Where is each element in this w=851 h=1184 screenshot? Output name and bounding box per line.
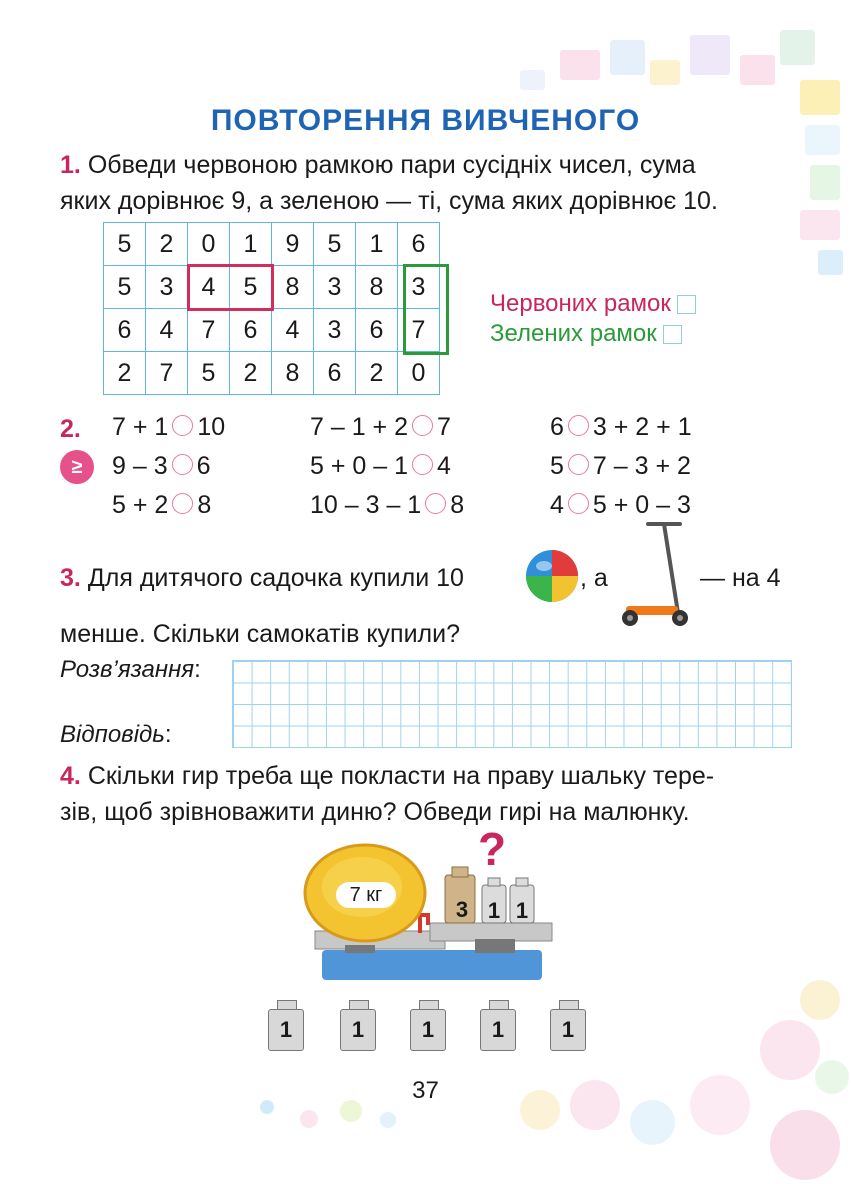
comparison-expression [550,452,692,491]
grid-cell[interactable]: 4 [188,266,230,309]
decoration-bokeh [0,960,851,1184]
grid-cell[interactable]: 0 [188,223,230,266]
compare-circle[interactable] [172,415,193,436]
task2-column-1 [112,413,225,530]
grid-cell[interactable]: 4 [146,309,188,352]
grid-cell[interactable]: 8 [356,266,398,309]
badge-text: ≥ [71,456,83,478]
task4-number: 4. [60,762,81,790]
task1-text [60,147,800,219]
grid-row [104,352,440,395]
solution-grid[interactable] [232,660,792,748]
grid-cell[interactable]: 5 [230,266,272,309]
page-number: 37 [412,1077,439,1104]
scooter-icon [618,518,693,633]
expr-left: 6 [550,413,564,441]
weight-1-label: 1 [487,898,501,923]
red-frame-example [187,264,274,311]
expr-left: 4 [550,491,564,519]
expr-left: 5 + 0 – 1 [310,452,408,480]
comparison-expression [112,452,225,491]
question-mark: ? [478,823,507,875]
grid-cell[interactable]: 0 [398,352,440,395]
compare-circle[interactable] [568,454,589,475]
weight-item-label: 1 [491,1017,505,1042]
grid-cell[interactable]: 8 [272,352,314,395]
task4-text [60,758,810,830]
weight-item-label: 1 [279,1017,293,1042]
expr-right: 10 [197,413,226,441]
task3-line2: менше. Скільки самокатів купили? [60,620,460,648]
task3-line1 [60,560,464,596]
answer-label-text: Відповідь [60,721,165,748]
expr-left: 7 + 1 [112,413,169,441]
expr-right: 6 [196,452,211,480]
task2-number: 2. [60,415,81,443]
expr-right: 8 [450,491,465,519]
compare-circle[interactable] [172,493,193,514]
compare-circle[interactable] [412,415,433,436]
grid-cell[interactable]: 3 [146,266,188,309]
task1-line2: яких дорівнює 9, а зеленою — ті, сума яких дорівнює 10. [60,187,718,215]
grid-cell[interactable]: 6 [398,223,440,266]
weight-1-label: 1 [515,898,529,923]
grid-cell[interactable]: 2 [104,352,146,395]
grid-cell[interactable]: 2 [146,223,188,266]
comparison-expression [112,491,225,530]
answer-label [60,721,172,749]
grid-cell[interactable]: 2 [356,352,398,395]
expr-left: 5 [550,452,564,480]
grid-cell[interactable]: 6 [104,309,146,352]
red-frames-label: Червоних рамок [490,290,671,317]
green-count-box[interactable] [663,325,682,344]
grid-cell[interactable]: 1 [230,223,272,266]
solution-label [60,656,201,684]
grid-cell[interactable]: 4 [272,309,314,352]
green-frames-counter [490,320,682,348]
grid-cell[interactable]: 6 [230,309,272,352]
grid-cell[interactable]: 5 [104,223,146,266]
weight-item-label: 1 [561,1017,575,1042]
compare-circle[interactable] [568,493,589,514]
grid-cell[interactable]: 6 [356,309,398,352]
task1-line1: Обведи червоною рамкою пари сусідніх чисел, сума [87,151,696,179]
comparison-expression [310,413,464,452]
red-frames-counter [490,290,696,318]
grid-cell[interactable]: 3 [398,266,440,309]
solution-label-text: Розв’язання [60,656,195,683]
grid-cell[interactable]: 6 [314,352,356,395]
grid-row [104,223,440,266]
weight-item-label: 1 [421,1017,435,1042]
compare-circle[interactable] [412,454,433,475]
expr-left: 9 – 3 [112,452,168,480]
grid-cell[interactable]: 7 [188,309,230,352]
task4-line2: зів, щоб зрівноважити диню? Обведи гирі на малюнку. [60,798,690,826]
grid-cell[interactable]: 5 [314,223,356,266]
task4-line1: Скільки гир треба ще покласти на праву шальку терe- [87,762,715,790]
task2-column-2 [310,413,464,530]
ball-icon [524,548,580,604]
green-frames-label: Зелених рамок [490,320,657,347]
grid-cell[interactable]: 5 [104,266,146,309]
comparison-expression [310,452,464,491]
task3-text-a: Для дитячого садочка купили 10 [87,564,464,592]
expr-left: 5 + 2 [112,491,169,519]
weight-3-label: 3 [455,897,469,922]
comparison-expression [112,413,225,452]
task3-number: 3. [60,564,81,592]
compare-circle[interactable] [172,454,193,475]
grid-cell[interactable]: 7 [398,309,440,352]
compare-circle[interactable] [425,493,446,514]
task2-column-3 [550,413,692,530]
grid-cell[interactable]: 8 [272,266,314,309]
grid-cell[interactable]: 2 [230,352,272,395]
task1-number: 1. [60,151,81,179]
compare-circle[interactable] [568,415,589,436]
expr-right: 4 [437,452,451,480]
expr-right: 7 – 3 + 2 [592,452,691,480]
melon-weight-label: 7 кг [336,882,396,908]
red-count-box[interactable] [677,295,696,314]
answer-colon: : [164,721,172,748]
page-title: ПОВТОРЕННЯ ВИВЧЕНОГО [210,104,641,137]
expr-right: 7 [437,413,451,441]
solution-colon: : [194,656,201,683]
expr-right: 5 + 0 – 3 [592,491,691,519]
compare-badge-icon [60,450,94,484]
expr-left: 7 – 1 + 2 [310,413,408,441]
comparison-expression [310,491,464,530]
comparison-expression [550,413,692,452]
grid-cell[interactable]: 9 [272,223,314,266]
expr-right: 8 [197,491,212,519]
green-frame-example [403,264,449,355]
grid-row [104,309,440,352]
grid-cell[interactable]: 3 [314,266,356,309]
task3-text-c: — на 4 [700,564,781,592]
grid-cell[interactable]: 5 [188,352,230,395]
grid-cell[interactable]: 7 [146,352,188,395]
expr-right: 3 + 2 + 1 [592,413,692,441]
expr-left: 10 – 3 – 1 [310,491,422,519]
grid-cell[interactable]: 3 [314,309,356,352]
grid-cell[interactable]: 1 [356,223,398,266]
weight-item-label: 1 [351,1017,365,1042]
task3-text-b: , а [580,564,608,592]
